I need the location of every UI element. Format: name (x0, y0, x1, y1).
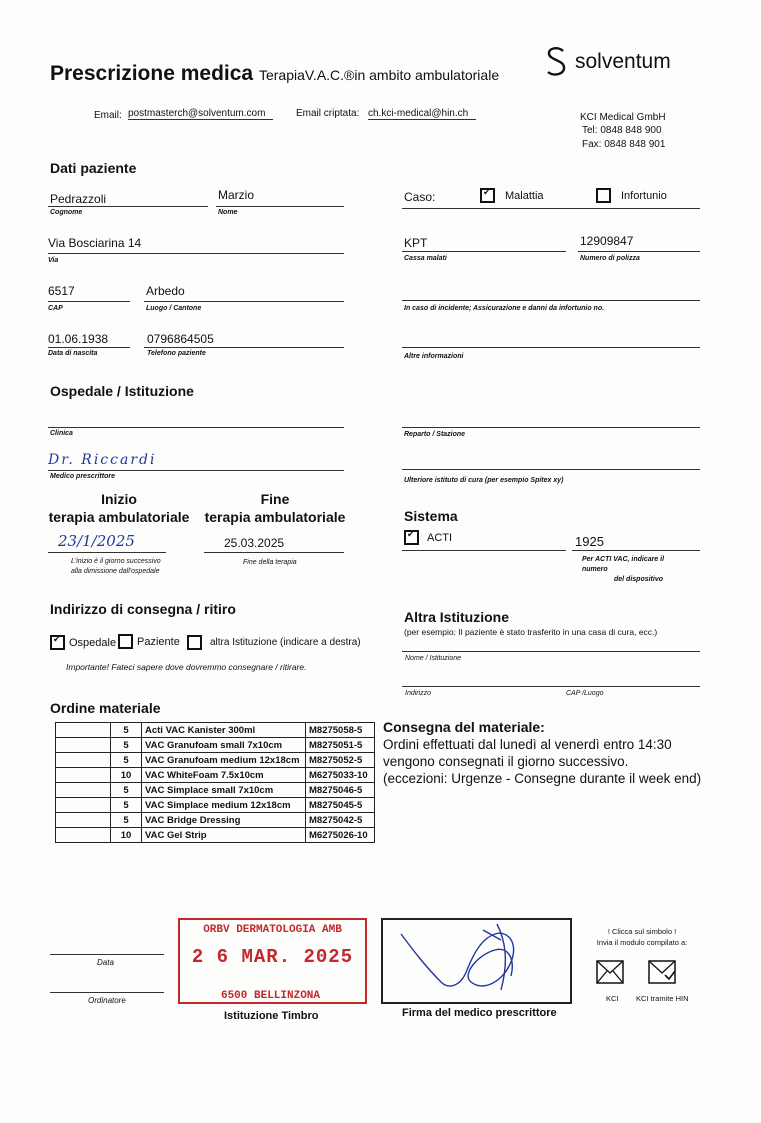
click-line-2: Invia il modulo compilato a: (596, 938, 688, 947)
policy-value: 12909847 (580, 234, 634, 248)
section-hospital: Ospedale / Istituzione (50, 383, 194, 399)
street-label: Via (48, 257, 59, 264)
end-date-value: 25.03.2025 (224, 536, 285, 550)
other-inst-addr-label: Indirizzo (405, 690, 432, 697)
start-date-handwritten: 23/1/2025 (58, 532, 135, 550)
start-note-1: L'inizio è il giorno successivo (71, 558, 161, 565)
envelope-icon (596, 960, 624, 984)
material-empty (56, 798, 111, 813)
logo-text: solventum (575, 50, 671, 73)
ward-label: Reparto / Stazione (404, 431, 466, 438)
dob-label: Data di nascita (48, 350, 98, 357)
material-desc: VAC Simplace medium 12x18cm (142, 798, 306, 813)
signature-label: Firma del medico prescrittore (402, 1007, 557, 1019)
material-code: M8275045-5 (306, 798, 375, 813)
company-name: KCI Medical GmbH (580, 112, 666, 123)
material-code: M6275026-10 (306, 828, 375, 843)
solventum-logo (543, 46, 671, 78)
solventum-logo-icon (543, 46, 569, 78)
title-sub: TerapiaV.A.C.®in ambito ambulatoriale (258, 67, 500, 83)
street-value: Via Bosciarina 14 (48, 236, 142, 250)
secure-envelope-icon (648, 960, 676, 984)
insurer-value: KPT (404, 236, 428, 250)
stamp-line-3: 6500 BELLINZONA (220, 990, 321, 1002)
doctor-handwritten: Dr. Riccardi (48, 452, 157, 468)
material-qty: 10 (111, 828, 142, 843)
device-note-2: numero (582, 566, 608, 573)
email-enc-value: ch.kci-medical@hin.ch (368, 108, 476, 120)
material-row (56, 723, 375, 738)
malattia-option[interactable] (480, 188, 544, 203)
material-desc: Acti VAC Kanister 300ml (142, 723, 306, 738)
company-fax: Fax: 0848 848 901 (582, 139, 666, 150)
phone-label: Telefono paziente (147, 350, 206, 357)
delivery-altra-checkbox[interactable] (187, 635, 202, 650)
ordinatore-label: Ordinatore (88, 996, 126, 1005)
other-inst-cap-label: CAP /Luogo (566, 690, 604, 697)
delivery-paziente-option[interactable] (118, 634, 180, 649)
material-desc: VAC WhiteFoam 7.5x10cm (142, 768, 306, 783)
surname-value: Pedrazzoli (50, 192, 107, 206)
material-code: M8275052-5 (306, 753, 375, 768)
click-line-1: ! Clicca sul simbolo ! (607, 927, 677, 936)
infortunio-checkbox[interactable] (596, 188, 611, 203)
material-row (56, 798, 375, 813)
name-label: Nome (218, 209, 238, 216)
page-title (50, 62, 499, 86)
material-qty: 10 (111, 768, 142, 783)
delivery-ospedale-label: Ospedale (69, 636, 117, 649)
case-label: Caso: (404, 190, 436, 204)
kci-label: KCI (606, 994, 619, 1003)
dob-value: 01.06.1938 (48, 332, 109, 346)
infortunio-label: Infortunio (621, 189, 667, 202)
end-label: Fine della terapia (243, 559, 297, 566)
acti-option[interactable] (404, 530, 452, 545)
send-hin-button[interactable] (648, 960, 676, 989)
start-note (71, 557, 161, 577)
device-note (582, 555, 664, 585)
start-note-2: alla dimissione dall'ospedale (71, 568, 160, 575)
material-code: M8275058-5 (306, 723, 375, 738)
material-empty (56, 828, 111, 843)
stamp-line-1: ORBV DERMATOLOGIA AMB (203, 924, 342, 936)
delivery-ospedale-checkbox[interactable] (50, 635, 65, 650)
delivery-note: Importante! Fateci sapere dove dovremmo consegnare / ritirare. (66, 662, 307, 672)
email-value: postmasterch@solventum.com (128, 108, 273, 120)
material-qty: 5 (111, 783, 142, 798)
device-note-3: del dispositivo (614, 576, 664, 583)
start-title-1: Inizio (101, 491, 137, 507)
insurer-label: Cassa malati (404, 255, 447, 262)
material-desc: VAC Granufoam small 7x10cm (142, 738, 306, 753)
data-label: Data (97, 958, 114, 967)
material-code: M8275046-5 (306, 783, 375, 798)
material-empty (56, 813, 111, 828)
malattia-label: Malattia (505, 189, 544, 202)
start-title-2: terapia ambulatoriale (48, 509, 190, 525)
send-kci-button[interactable] (596, 960, 624, 989)
device-value: 1925 (575, 534, 604, 549)
material-desc: VAC Gel Strip (142, 828, 306, 843)
city-value: Arbedo (146, 284, 185, 298)
delivery-altra-label: altra Istituzione (indicare a destra) (210, 637, 361, 648)
zip-value: 6517 (48, 284, 75, 298)
material-code: M6275033-10 (306, 768, 375, 783)
surname-label: Cognome (50, 209, 83, 216)
delivery-paziente-checkbox[interactable] (118, 634, 133, 649)
phone-value: 0796864505 (147, 332, 214, 346)
signature-drawing (383, 920, 570, 1002)
hin-label: KCI tramite HIN (636, 994, 689, 1003)
material-row (56, 768, 375, 783)
accident-label: In caso di incidente; Assicurazione e danni da infortunio no. (404, 305, 605, 312)
company-tel: Tel: 0848 848 900 (582, 125, 662, 136)
material-empty (56, 783, 111, 798)
stamp-label: Istituzione Timbro (224, 1010, 319, 1022)
acti-label: ACTI (427, 531, 453, 544)
material-empty (56, 768, 111, 783)
consegna-line-3: (eccezioni: Urgenze - Consegne durante il week end) (383, 771, 702, 786)
material-row (56, 828, 375, 843)
start-title (48, 490, 190, 526)
signature-box (381, 918, 572, 1004)
consegna-text (383, 736, 701, 787)
policy-label: Numero di polizza (580, 255, 640, 262)
send-instructions (592, 926, 692, 948)
delivery-altra-option[interactable] (187, 635, 361, 650)
end-title-1: Fine (260, 491, 290, 507)
consegna-line-2: vengono consegnati il giorno successivo. (383, 754, 629, 769)
material-empty (56, 723, 111, 738)
delivery-ospedale-option[interactable] (50, 635, 116, 650)
materials-title: Ordine materiale (50, 700, 161, 716)
clinic-label: Clinica (50, 430, 73, 437)
doctor-label: Medico prescrittore (50, 473, 115, 480)
material-qty: 5 (111, 798, 142, 813)
malattia-checkbox[interactable] (480, 188, 495, 203)
other-inst-title: Altra Istituzione (404, 609, 510, 625)
further-care-label: Ulteriore istituto di cura (per esempio Spitex xy) (404, 477, 564, 484)
stamp-date: 2 6 MAR. 2025 (191, 946, 354, 968)
material-qty: 5 (111, 813, 142, 828)
infortunio-option[interactable] (596, 188, 667, 203)
material-qty: 5 (111, 738, 142, 753)
consegna-line-1: Ordini effettuati dal lunedì al venerdì entro 14:30 (383, 737, 672, 752)
material-desc: VAC Bridge Dressing (142, 813, 306, 828)
material-code: M8275051-5 (306, 738, 375, 753)
material-qty: 5 (111, 723, 142, 738)
material-empty (56, 753, 111, 768)
name-value: Marzio (218, 188, 255, 202)
title-main: Prescrizione medica (50, 62, 254, 85)
delivery-paziente-label: Paziente (137, 635, 180, 648)
material-code: M8275042-5 (306, 813, 375, 828)
end-title-2: terapia ambulatoriale (204, 509, 346, 525)
acti-checkbox[interactable] (404, 530, 419, 545)
material-desc: VAC Granufoam medium 12x18cm (142, 753, 306, 768)
material-row (56, 783, 375, 798)
delivery-title: Indirizzo di consegna / ritiro (50, 601, 236, 617)
email-enc-label: Email criptata: (296, 108, 360, 119)
material-desc: VAC Simplace small 7x10cm (142, 783, 306, 798)
device-note-1: Per ACTI VAC, indicare il (582, 556, 665, 563)
city-label: Luogo / Cantone (146, 305, 202, 312)
consegna-title: Consegna del materiale: (383, 719, 545, 735)
other-info-label: Altre informazioni (404, 353, 464, 360)
material-qty: 5 (111, 753, 142, 768)
zip-label: CAP (48, 305, 63, 312)
material-row (56, 738, 375, 753)
end-title (204, 490, 346, 526)
system-title: Sistema (404, 508, 458, 524)
material-empty (56, 738, 111, 753)
materials-table (55, 722, 375, 843)
email-label: Email: (94, 110, 122, 121)
material-row (56, 753, 375, 768)
other-inst-desc: (per esempio: Il paziente è stato trasferito in una casa di cura, ecc.) (404, 627, 658, 637)
section-patient: Dati paziente (50, 160, 137, 176)
material-row (56, 813, 375, 828)
other-inst-name-label: Nome / Istituzione (405, 655, 462, 662)
